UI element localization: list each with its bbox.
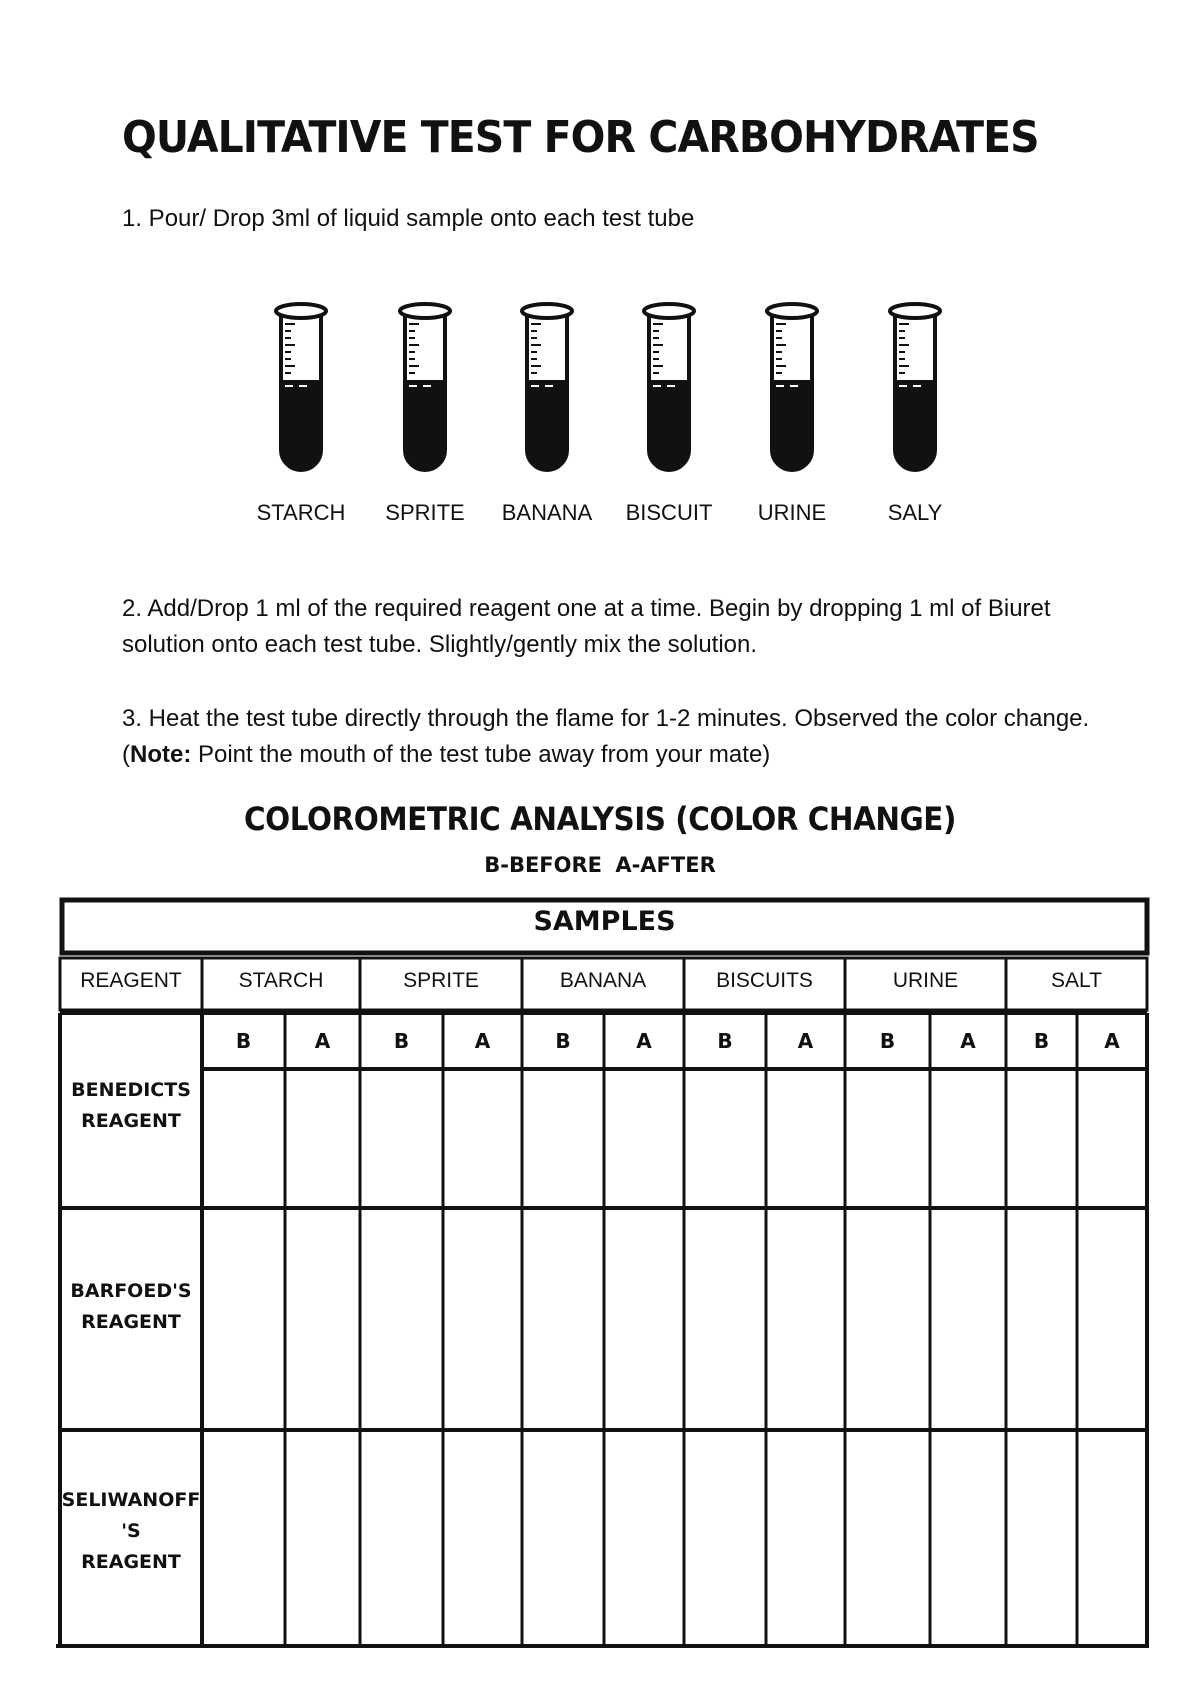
test-tube-icon (271, 300, 331, 490)
reagent-name: REAGENT (81, 1110, 181, 1132)
after-label-urine: A (960, 1029, 976, 1053)
column-header-starch: STARCH (238, 969, 324, 992)
analysis-title: COLOROMETRIC ANALYSIS (COLOR CHANGE) (244, 800, 956, 838)
tube-label: BISCUIT (625, 500, 713, 525)
test-tube-urine (727, 300, 857, 540)
test-tube-icon (517, 300, 577, 490)
reagent-name: REAGENT (81, 1311, 181, 1333)
column-header-urine: URINE (892, 969, 959, 992)
reagent-row-barfoeds (60, 1276, 202, 1338)
reagent-header: REAGENT (80, 969, 182, 992)
tube-label: SPRITE (385, 500, 465, 525)
tube-label: BANANA (501, 500, 593, 525)
test-tube-row (0, 300, 1200, 540)
before-label-salt: B (1033, 1029, 1050, 1053)
tube-label: SALY (887, 500, 943, 525)
tube-label: STARCH (256, 500, 346, 525)
reagent-row-benedicts (60, 1075, 202, 1137)
reagent-name: BENEDICTS (71, 1079, 191, 1101)
reagent-name: BARFOED'S (70, 1280, 192, 1302)
reagent-name: SELIWANOFF (61, 1489, 201, 1511)
step-1-instruction: 1. Pour/ Drop 3ml of liquid sample onto each test tube (122, 205, 695, 232)
before-after-legend: B-BEFORE A-AFTER (484, 853, 716, 877)
tube-label: URINE (757, 500, 827, 525)
step-3-text: 3. Heat the test tube directly through the flame for 1-2 minutes. Observed the color change. ( (122, 705, 1090, 768)
test-tube-icon (762, 300, 822, 490)
samples-header: SAMPLES (533, 906, 676, 937)
test-tube-icon (395, 300, 455, 490)
column-header-banana: BANANA (559, 969, 647, 992)
after-label-starch: A (314, 1029, 331, 1053)
after-label-biscuits: A (797, 1029, 814, 1053)
test-tube-starch (236, 300, 366, 540)
reagent-row-seliwanoffs (60, 1485, 202, 1578)
page-title: QUALITATIVE TEST FOR CARBOHYDRATES (122, 112, 1039, 163)
before-label-biscuits: B (717, 1029, 733, 1053)
step-3-instruction (122, 701, 1112, 773)
column-header-sprite: SPRITE (403, 969, 479, 992)
test-tube-biscuit (604, 300, 734, 540)
after-label-banana: A (636, 1029, 652, 1053)
test-tube-saly (850, 300, 980, 540)
note-label: Note: (130, 741, 192, 768)
column-header-salt: SALT (1051, 969, 1102, 992)
step-3-note-text: Point the mouth of the test tube away from your mate) (191, 741, 771, 768)
test-tube-icon (639, 300, 699, 490)
test-tube-icon (885, 300, 945, 490)
step-2-instruction: 2. Add/Drop 1 ml of the required reagent one at a time. Begin by dropping 1 ml of Biuret solution onto each test tube. Slightly/gently mix the solution. (122, 595, 1051, 658)
reagent-name: REAGENT (81, 1551, 181, 1573)
after-label-salt: A (1104, 1029, 1120, 1053)
reagent-name: 'S (121, 1520, 141, 1542)
before-label-banana: B (555, 1029, 571, 1053)
before-label-starch: B (235, 1029, 252, 1053)
before-label-sprite: B (393, 1029, 410, 1053)
test-tube-banana (482, 300, 612, 540)
after-label-sprite: A (474, 1029, 491, 1053)
column-header-biscuits: BISCUITS (716, 969, 813, 992)
test-tube-sprite (360, 300, 490, 540)
before-label-urine: B (879, 1029, 896, 1053)
